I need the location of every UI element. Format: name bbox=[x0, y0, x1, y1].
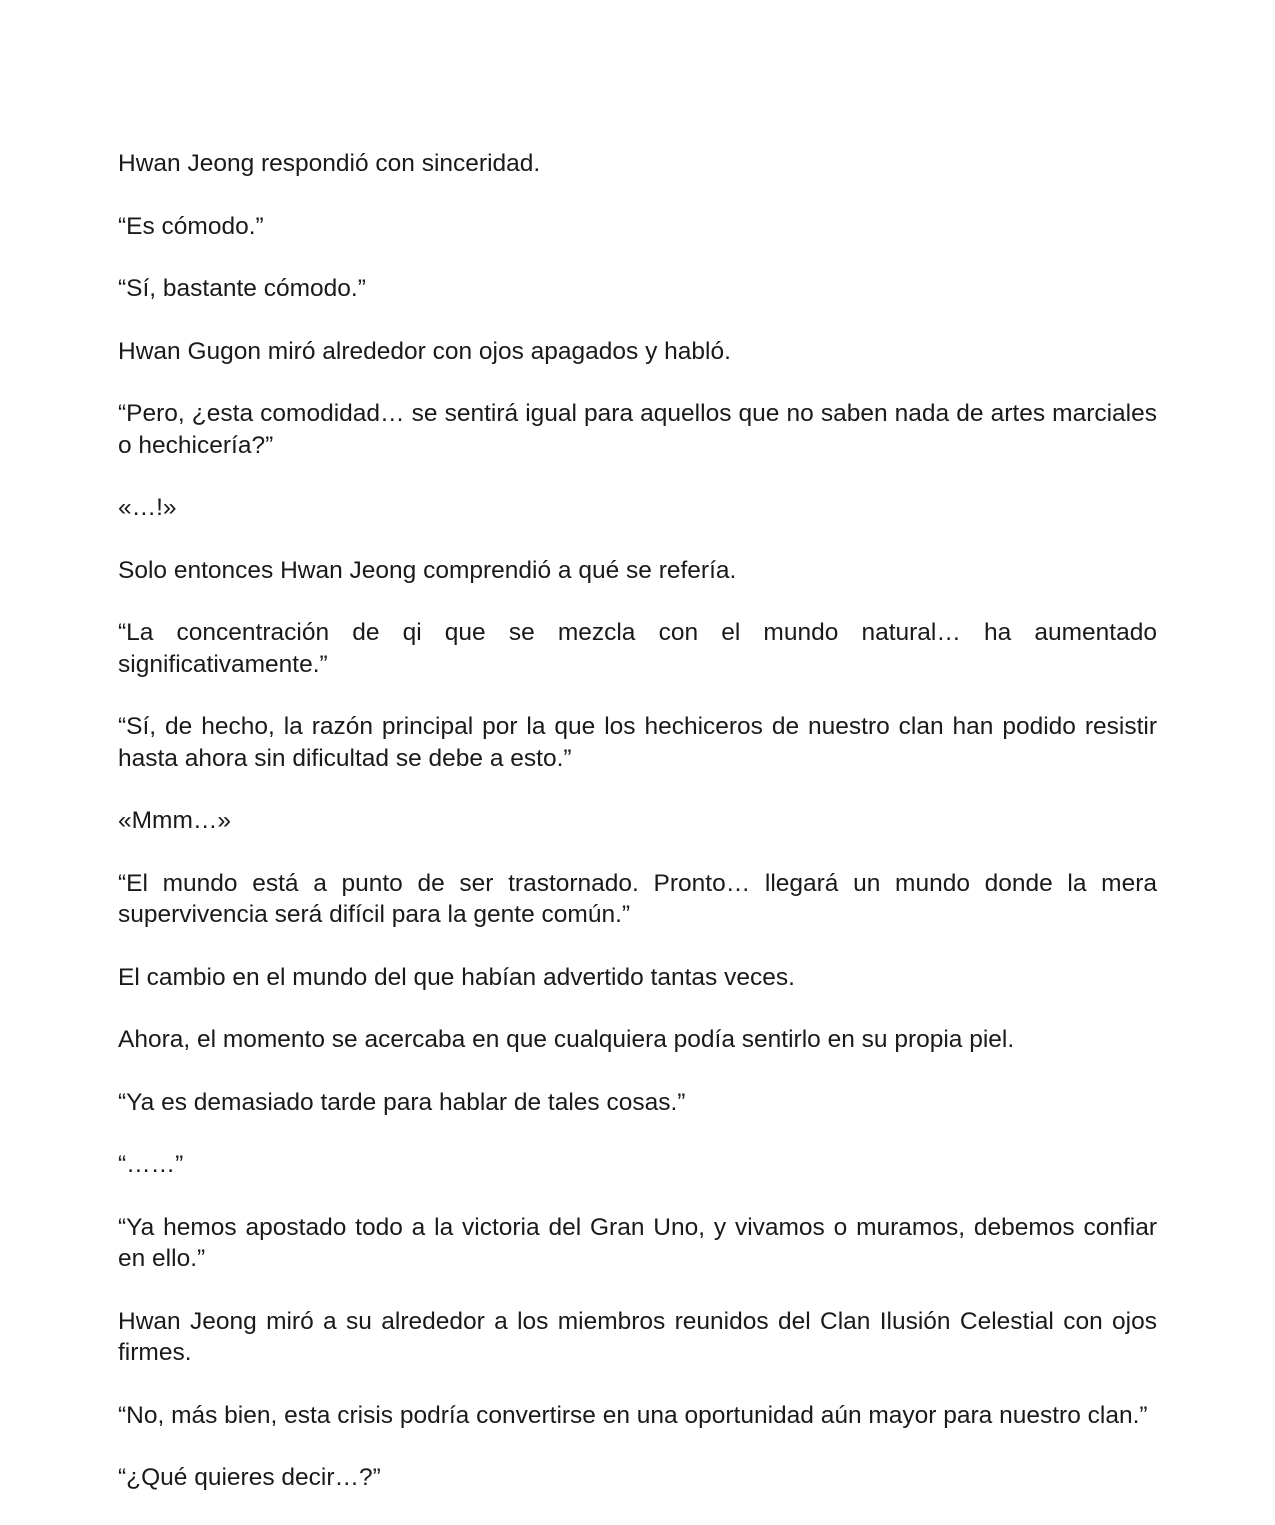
paragraph: “Ya hemos apostado todo a la victoria del Gran Uno, y vivamos o muramos, debemos confiar en ello.” bbox=[118, 1213, 1157, 1272]
paragraph: Solo entonces Hwan Jeong comprendió a qué se refería. bbox=[118, 556, 737, 584]
paragraph: «Mmm…» bbox=[118, 807, 231, 834]
paragraph: “El mundo está a punto de ser trastornado. Pronto… llegará un mundo donde la mera supervivencia será difícil para la gente común.” bbox=[118, 869, 1157, 928]
paragraph: Hwan Jeong respondió con sinceridad. bbox=[118, 150, 541, 177]
paragraph: “……” bbox=[118, 1151, 184, 1178]
paragraph: Ahora, el momento se acercaba en que cualquiera podía sentirlo en su propia piel. bbox=[118, 1026, 1015, 1053]
paragraph: “La concentración de qi que se mezcla con el mundo natural… ha aumentado significativamente.” bbox=[118, 619, 1157, 678]
paragraph: El cambio en el mundo del que habían advertido tantas veces. bbox=[118, 963, 795, 991]
paragraph: “Es cómodo.” bbox=[118, 212, 264, 240]
paragraph: “Pero, ¿esta comodidad… se sentirá igual para aquellos que no saben nada de artes marciales o hechicería?” bbox=[118, 400, 1157, 459]
paragraph: Hwan Jeong miró a su alrededor a los miembros reunidos del Clan Ilusión Celestial con ojos firmes. bbox=[118, 1307, 1157, 1366]
paragraph: “Sí, de hecho, la razón principal por la que los hechiceros de nuestro clan han podido resistir hasta ahora sin dificultad se debe a esto.” bbox=[118, 713, 1157, 772]
paragraph: “Ya es demasiado tarde para hablar de tales cosas.” bbox=[118, 1088, 686, 1116]
paragraph: “¿Qué quieres decir…?” bbox=[118, 1464, 381, 1491]
document-page bbox=[118, 148, 1157, 1525]
paragraph: “No, más bien, esta crisis podría convertirse en una oportunidad aún mayor para nuestro clan.” bbox=[118, 1401, 1148, 1429]
paragraph: «…!» bbox=[118, 494, 177, 521]
paragraph: Hwan Gugon miró alrededor con ojos apagados y habló. bbox=[118, 337, 731, 365]
paragraph: “Sí, bastante cómodo.” bbox=[118, 275, 366, 302]
